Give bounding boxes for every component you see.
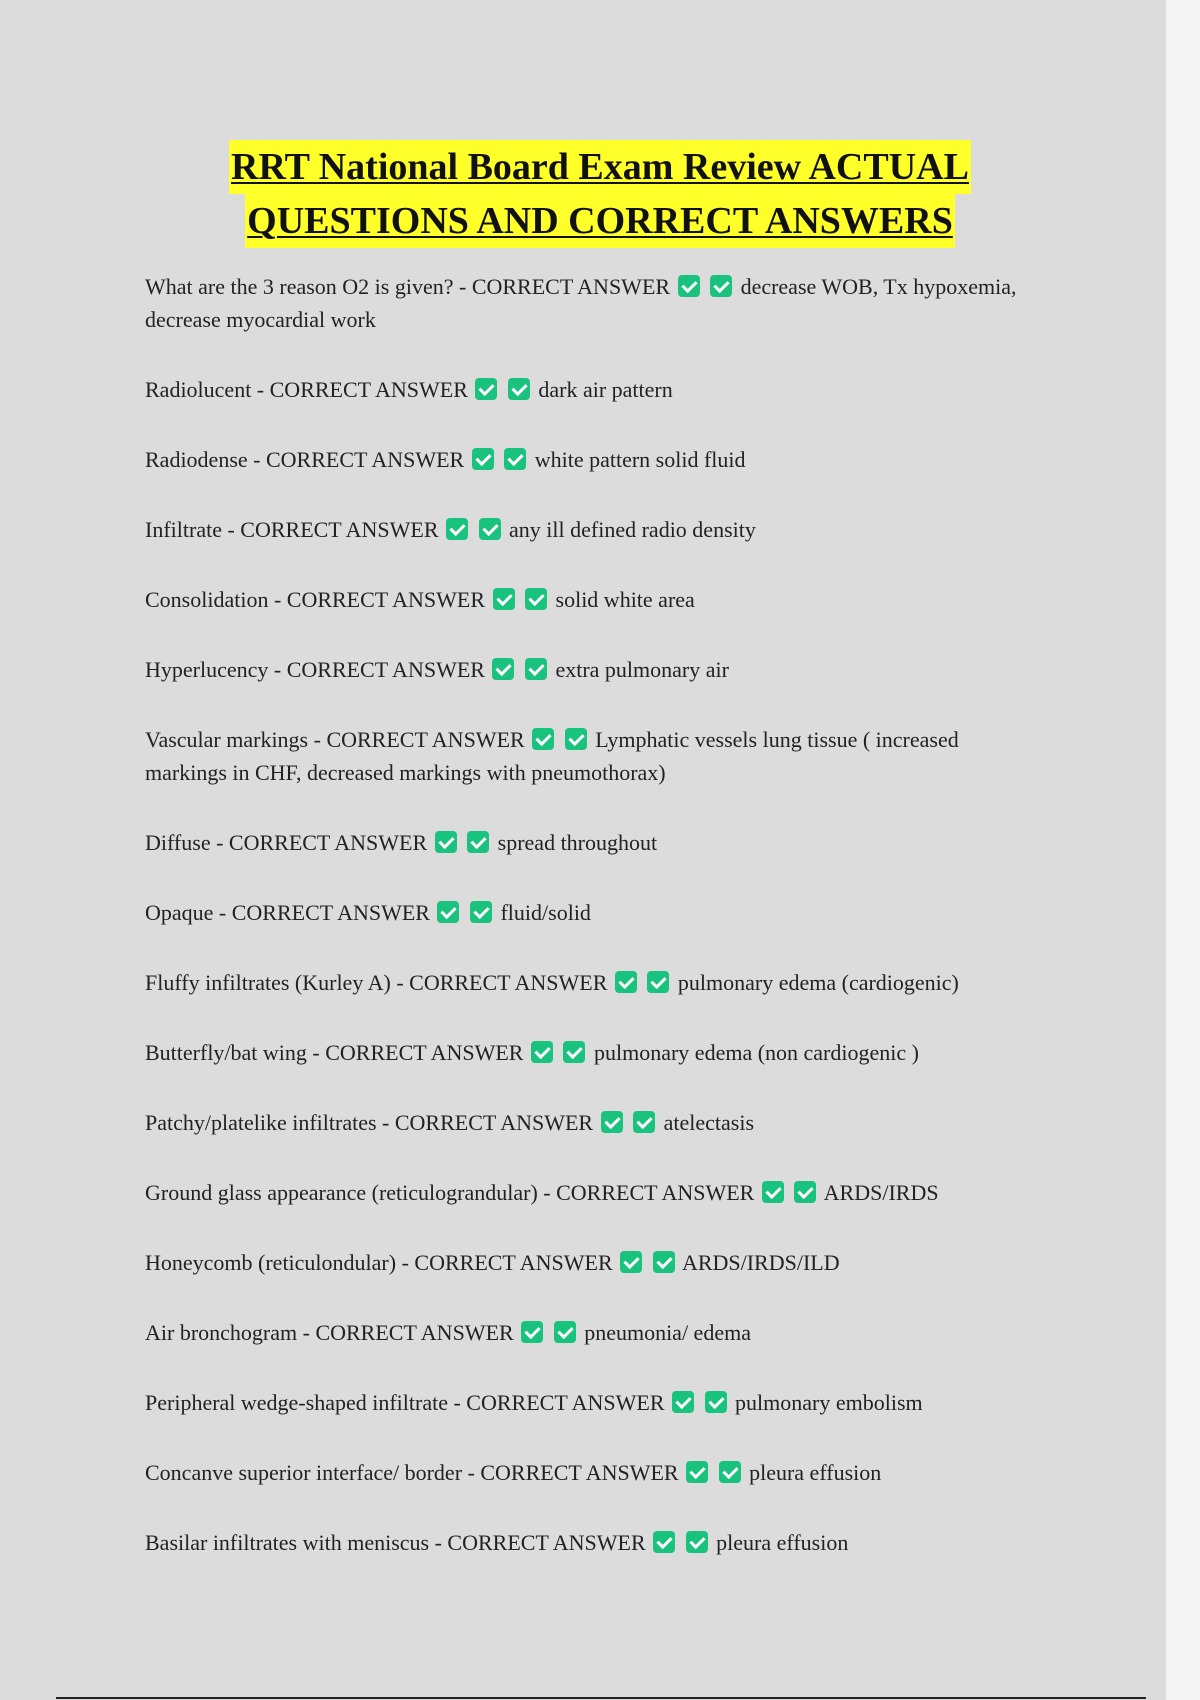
qa-item (145, 1036, 1045, 1069)
check-box-icon (531, 1041, 553, 1063)
answer-text: white pattern solid fluid (534, 447, 746, 472)
question-text: Vascular markings - CORRECT ANSWER (145, 727, 525, 752)
question-text: Concanve superior interface/ border - CORRECT ANSWER (145, 1460, 679, 1485)
question-text: Basilar infiltrates with meniscus - CORRECT ANSWER (145, 1530, 646, 1555)
answer-text: pleura effusion (716, 1530, 849, 1555)
check-box-icon (719, 1461, 741, 1483)
check-box-icon (653, 1531, 675, 1553)
answer-text: pulmonary edema (non cardiogenic ) (593, 1040, 919, 1065)
qa-item (145, 443, 1045, 476)
qa-item (145, 270, 1045, 336)
title-line-2: QUESTIONS AND CORRECT ANSWERS (245, 194, 955, 248)
answer-text: decrease WOB, Tx hypoxemia, decrease myocardial work (145, 274, 1017, 332)
question-text: Radiodense - CORRECT ANSWER (145, 447, 465, 472)
answer-text: fluid/solid (500, 900, 591, 925)
check-box-icon (479, 518, 501, 540)
check-box-icon (705, 1391, 727, 1413)
question-text: Honeycomb (reticulondular) - CORRECT ANSWER (145, 1250, 613, 1275)
check-box-icon (492, 658, 514, 680)
bottom-divider (56, 1697, 1146, 1699)
check-box-icon (620, 1251, 642, 1273)
check-box-icon (467, 831, 489, 853)
answer-text: any ill defined radio density (509, 517, 756, 542)
question-text: Air bronchogram - CORRECT ANSWER (145, 1320, 514, 1345)
check-box-icon (615, 971, 637, 993)
check-box-icon (521, 1321, 543, 1343)
check-box-icon (653, 1251, 675, 1273)
answer-text: ARDS/IRDS (823, 1180, 939, 1205)
question-text: Hyperlucency - CORRECT ANSWER (145, 657, 485, 682)
question-text: Infiltrate - CORRECT ANSWER (145, 517, 439, 542)
check-box-icon (563, 1041, 585, 1063)
check-box-icon (504, 448, 526, 470)
question-text: Fluffy infiltrates (Kurley A) - CORRECT ANSWER (145, 970, 608, 995)
answer-text: spread throughout (497, 830, 658, 855)
qa-item (145, 583, 1045, 616)
qa-item (145, 1386, 1045, 1419)
answer-text: atelectasis (663, 1110, 755, 1135)
check-box-icon (686, 1531, 708, 1553)
question-text: Diffuse - CORRECT ANSWER (145, 830, 428, 855)
check-box-icon (686, 1461, 708, 1483)
answer-text: pleura effusion (749, 1460, 882, 1485)
page-edge (1166, 0, 1200, 1700)
page-title (0, 140, 1200, 248)
question-text: Radiolucent - CORRECT ANSWER (145, 377, 468, 402)
check-box-icon (435, 831, 457, 853)
check-box-icon (647, 971, 669, 993)
qa-item (145, 1456, 1045, 1489)
check-box-icon (794, 1181, 816, 1203)
check-box-icon (437, 901, 459, 923)
check-box-icon (565, 728, 587, 750)
qa-item (145, 373, 1045, 406)
qa-list (145, 270, 1045, 1596)
check-box-icon (470, 901, 492, 923)
check-box-icon (633, 1111, 655, 1133)
check-box-icon (601, 1111, 623, 1133)
question-text: Butterfly/bat wing - CORRECT ANSWER (145, 1040, 524, 1065)
answer-text: ARDS/IRDS/ILD (681, 1250, 840, 1275)
qa-item (145, 896, 1045, 929)
qa-item (145, 1106, 1045, 1139)
check-box-icon (710, 275, 732, 297)
answer-text: Lymphatic vessels lung tissue ( increased markings in CHF, decreased markings with pneumothorax) (145, 727, 959, 785)
answer-text: pulmonary embolism (735, 1390, 923, 1415)
question-text: Opaque - CORRECT ANSWER (145, 900, 430, 925)
question-text: Consolidation - CORRECT ANSWER (145, 587, 486, 612)
qa-item (145, 653, 1045, 686)
qa-item (145, 966, 1045, 999)
qa-item (145, 1176, 1045, 1209)
check-box-icon (525, 588, 547, 610)
check-box-icon (678, 275, 700, 297)
question-text: Peripheral wedge-shaped infiltrate - CORRECT ANSWER (145, 1390, 665, 1415)
check-box-icon (672, 1391, 694, 1413)
answer-text: extra pulmonary air (555, 657, 729, 682)
check-box-icon (525, 658, 547, 680)
check-box-icon (762, 1181, 784, 1203)
question-text: Patchy/platelike infiltrates - CORRECT ANSWER (145, 1110, 594, 1135)
answer-text: solid white area (555, 587, 695, 612)
answer-text: pulmonary edema (cardiogenic) (677, 970, 959, 995)
answer-text: dark air pattern (538, 377, 673, 402)
qa-item (145, 1316, 1045, 1349)
check-box-icon (508, 378, 530, 400)
question-text: Ground glass appearance (reticulograndular) - CORRECT ANSWER (145, 1180, 755, 1205)
check-box-icon (493, 588, 515, 610)
check-box-icon (554, 1321, 576, 1343)
answer-text: pneumonia/ edema (584, 1320, 751, 1345)
qa-item (145, 826, 1045, 859)
check-box-icon (475, 378, 497, 400)
title-line-1: RRT National Board Exam Review ACTUAL (229, 140, 971, 194)
check-box-icon (532, 728, 554, 750)
qa-item (145, 1526, 1045, 1559)
check-box-icon (472, 448, 494, 470)
question-text: What are the 3 reason O2 is given? - CORRECT ANSWER (145, 274, 671, 299)
qa-item (145, 1246, 1045, 1279)
check-box-icon (446, 518, 468, 540)
qa-item (145, 723, 1045, 789)
qa-item (145, 513, 1045, 546)
